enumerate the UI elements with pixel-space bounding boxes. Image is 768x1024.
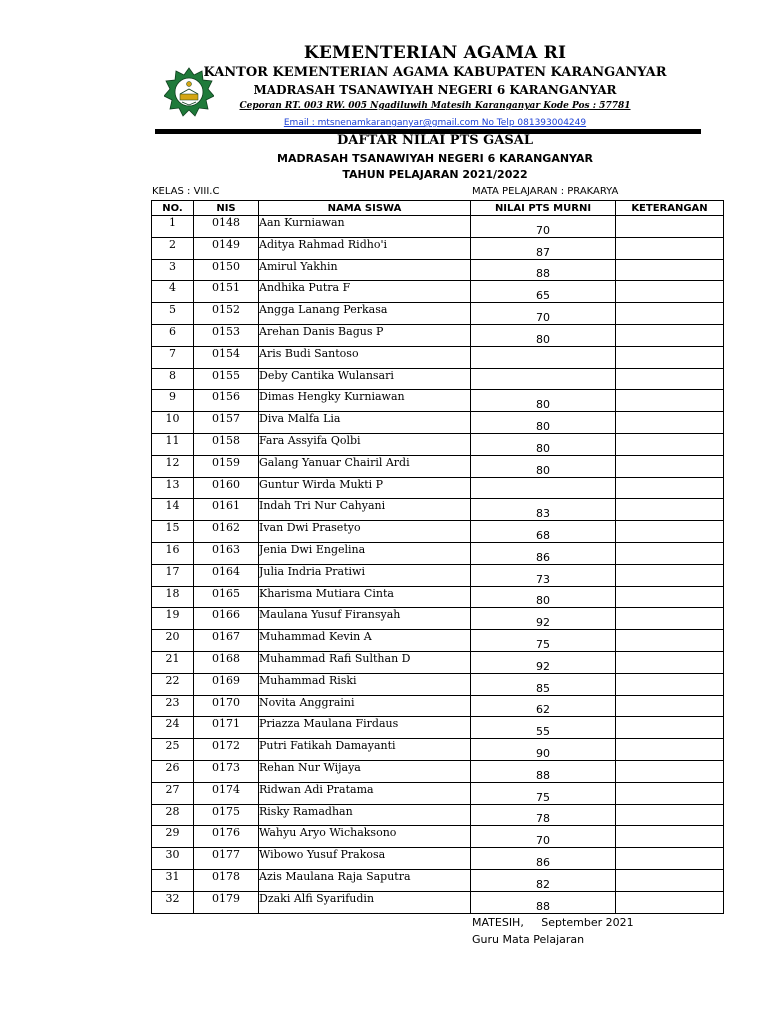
cell-nis: 0163 xyxy=(194,542,259,564)
table-row xyxy=(152,804,724,826)
cell-nis: 0161 xyxy=(194,499,259,521)
table-row xyxy=(152,390,724,412)
cell-nilai: 92 xyxy=(471,651,616,673)
table-row xyxy=(152,782,724,804)
cell-nilai: 88 xyxy=(471,259,616,281)
cell-nis: 0148 xyxy=(194,216,259,238)
cell-no: 9 xyxy=(152,390,194,412)
signature-role: Guru Mata Pelajaran xyxy=(472,933,585,946)
cell-nama: Galang Yanuar Chairil Ardi xyxy=(259,455,471,477)
cell-nama: Novita Anggraini xyxy=(259,695,471,717)
cell-no: 10 xyxy=(152,412,194,434)
cell-no: 21 xyxy=(152,651,194,673)
cell-nis: 0178 xyxy=(194,869,259,891)
cell-nilai: 86 xyxy=(471,848,616,870)
cell-nama: Aris Budi Santoso xyxy=(259,346,471,368)
header-keterangan: KETERANGAN xyxy=(616,201,724,216)
cell-no: 19 xyxy=(152,608,194,630)
cell-nama: Arehan Danis Bagus P xyxy=(259,324,471,346)
cell-nilai: 70 xyxy=(471,216,616,238)
cell-keterangan xyxy=(616,826,724,848)
cell-nilai: 86 xyxy=(471,542,616,564)
cell-nilai: 68 xyxy=(471,521,616,543)
cell-no: 12 xyxy=(152,455,194,477)
cell-nis: 0149 xyxy=(194,237,259,259)
cell-no: 13 xyxy=(152,477,194,499)
cell-no: 5 xyxy=(152,303,194,325)
cell-nama: Muhammad Riski xyxy=(259,673,471,695)
table-row xyxy=(152,259,724,281)
cell-keterangan xyxy=(616,782,724,804)
cell-nis: 0152 xyxy=(194,303,259,325)
cell-nilai: 78 xyxy=(471,804,616,826)
cell-nis: 0158 xyxy=(194,433,259,455)
cell-nilai: 80 xyxy=(471,412,616,434)
cell-no: 8 xyxy=(152,368,194,390)
cell-no: 17 xyxy=(152,564,194,586)
cell-keterangan xyxy=(616,433,724,455)
table-row xyxy=(152,368,724,390)
cell-no: 30 xyxy=(152,848,194,870)
cell-keterangan xyxy=(616,237,724,259)
table-row xyxy=(152,869,724,891)
table-row xyxy=(152,608,724,630)
cell-nis: 0173 xyxy=(194,760,259,782)
cell-nis: 0155 xyxy=(194,368,259,390)
signature-place-date: MATESIH, September 2021 xyxy=(472,916,634,929)
cell-nilai: 82 xyxy=(471,869,616,891)
table-row xyxy=(152,216,724,238)
cell-keterangan xyxy=(616,695,724,717)
cell-keterangan xyxy=(616,848,724,870)
cell-nis: 0175 xyxy=(194,804,259,826)
cell-keterangan xyxy=(616,412,724,434)
cell-nama: Kharisma Mutiara Cinta xyxy=(259,586,471,608)
table-row xyxy=(152,455,724,477)
cell-nis: 0177 xyxy=(194,848,259,870)
cell-nama: Ridwan Adi Pratama xyxy=(259,782,471,804)
cell-nama: Aditya Rahmad Ridho'i xyxy=(259,237,471,259)
cell-nilai: 80 xyxy=(471,433,616,455)
cell-no: 31 xyxy=(152,869,194,891)
header-nilai: NILAI PTS MURNI xyxy=(471,201,616,216)
cell-keterangan xyxy=(616,586,724,608)
cell-keterangan xyxy=(616,717,724,739)
school-contact-link[interactable]: Email : mtsnenamkaranganyar@gmail.com No Telp 081393004249 xyxy=(283,118,587,128)
cell-nama: Dzaki Alfi Syarifudin xyxy=(259,891,471,913)
cell-no: 6 xyxy=(152,324,194,346)
cell-keterangan xyxy=(616,542,724,564)
cell-nilai: 65 xyxy=(471,281,616,303)
document-subtitle: MADRASAH TSANAWIYAH NEGERI 6 KARANGANYAR xyxy=(277,152,593,165)
cell-nis: 0170 xyxy=(194,695,259,717)
cell-keterangan xyxy=(616,390,724,412)
cell-no: 4 xyxy=(152,281,194,303)
cell-keterangan xyxy=(616,281,724,303)
cell-nilai: 88 xyxy=(471,760,616,782)
cell-nilai: 80 xyxy=(471,324,616,346)
cell-nis: 0165 xyxy=(194,586,259,608)
table-row xyxy=(152,499,724,521)
cell-nilai: 80 xyxy=(471,586,616,608)
table-row xyxy=(152,237,724,259)
table-row xyxy=(152,346,724,368)
cell-no: 28 xyxy=(152,804,194,826)
cell-nama: Fara Assyifa Qolbi xyxy=(259,433,471,455)
cell-keterangan xyxy=(616,368,724,390)
cell-nis: 0156 xyxy=(194,390,259,412)
cell-keterangan xyxy=(616,891,724,913)
grades-table xyxy=(151,200,724,914)
cell-nilai xyxy=(471,346,616,368)
cell-no: 23 xyxy=(152,695,194,717)
cell-keterangan xyxy=(616,564,724,586)
cell-nama: Wibowo Yusuf Prakosa xyxy=(259,848,471,870)
table-row xyxy=(152,630,724,652)
cell-nama: Indah Tri Nur Cahyani xyxy=(259,499,471,521)
cell-no: 25 xyxy=(152,739,194,761)
cell-nis: 0159 xyxy=(194,455,259,477)
school-title: MADRASAH TSANAWIYAH NEGERI 6 KARANGANYAR xyxy=(253,83,617,97)
table-row xyxy=(152,760,724,782)
subject-label: MATA PELAJARAN : PRAKARYA xyxy=(472,186,619,197)
cell-nilai: 85 xyxy=(471,673,616,695)
header-nama: NAMA SISWA xyxy=(259,201,471,216)
cell-keterangan xyxy=(616,216,724,238)
cell-no: 11 xyxy=(152,433,194,455)
cell-keterangan xyxy=(616,259,724,281)
cell-keterangan xyxy=(616,521,724,543)
cell-no: 16 xyxy=(152,542,194,564)
cell-nis: 0172 xyxy=(194,739,259,761)
cell-nama: Muhammad Rafi Sulthan D xyxy=(259,651,471,673)
cell-nis: 0164 xyxy=(194,564,259,586)
cell-keterangan xyxy=(616,303,724,325)
cell-nama: Rehan Nur Wijaya xyxy=(259,760,471,782)
table-row xyxy=(152,739,724,761)
table-row xyxy=(152,542,724,564)
school-address: Ceporan RT. 003 RW. 005 Ngadiluwih Matesih Karanganyar Kode Pos : 57781 xyxy=(239,101,631,111)
cell-nama: Jenia Dwi Engelina xyxy=(259,542,471,564)
cell-nama: Amirul Yakhin xyxy=(259,259,471,281)
table-row xyxy=(152,433,724,455)
cell-nis: 0179 xyxy=(194,891,259,913)
cell-nama: Putri Fatikah Damayanti xyxy=(259,739,471,761)
cell-nama: Ivan Dwi Prasetyo xyxy=(259,521,471,543)
cell-nis: 0154 xyxy=(194,346,259,368)
cell-keterangan xyxy=(616,324,724,346)
cell-keterangan xyxy=(616,630,724,652)
cell-nilai: 92 xyxy=(471,608,616,630)
cell-nilai: 75 xyxy=(471,782,616,804)
cell-no: 20 xyxy=(152,630,194,652)
cell-no: 26 xyxy=(152,760,194,782)
cell-nilai: 88 xyxy=(471,891,616,913)
document-title: DAFTAR NILAI PTS GASAL xyxy=(337,133,533,148)
cell-nama: Maulana Yusuf Firansyah xyxy=(259,608,471,630)
office-title: KANTOR KEMENTERIAN AGAMA KABUPATEN KARANGANYAR xyxy=(203,65,667,80)
cell-keterangan xyxy=(616,673,724,695)
table-row xyxy=(152,477,724,499)
table-row xyxy=(152,695,724,717)
cell-no: 2 xyxy=(152,237,194,259)
cell-no: 3 xyxy=(152,259,194,281)
cell-nilai xyxy=(471,477,616,499)
table-row xyxy=(152,848,724,870)
cell-nis: 0168 xyxy=(194,651,259,673)
cell-nama: Diva Malfa Lia xyxy=(259,412,471,434)
cell-keterangan xyxy=(616,346,724,368)
cell-nilai: 70 xyxy=(471,826,616,848)
cell-nis: 0153 xyxy=(194,324,259,346)
table-row xyxy=(152,586,724,608)
table-row xyxy=(152,412,724,434)
cell-nilai: 83 xyxy=(471,499,616,521)
class-label: KELAS : VIII.C xyxy=(152,186,220,197)
cell-nilai: 80 xyxy=(471,455,616,477)
cell-nama: Aan Kurniawan xyxy=(259,216,471,238)
header-nis: NIS xyxy=(194,201,259,216)
cell-nama: Azis Maulana Raja Saputra xyxy=(259,869,471,891)
cell-no: 14 xyxy=(152,499,194,521)
cell-nama: Deby Cantika Wulansari xyxy=(259,368,471,390)
cell-keterangan xyxy=(616,760,724,782)
cell-nama: Muhammad Kevin A xyxy=(259,630,471,652)
cell-nilai: 90 xyxy=(471,739,616,761)
cell-keterangan xyxy=(616,739,724,761)
table-row xyxy=(152,651,724,673)
cell-keterangan xyxy=(616,499,724,521)
cell-nilai: 73 xyxy=(471,564,616,586)
cell-nilai: 87 xyxy=(471,237,616,259)
cell-nis: 0171 xyxy=(194,717,259,739)
table-row xyxy=(152,521,724,543)
ministry-title: KEMENTERIAN AGAMA RI xyxy=(303,43,567,63)
cell-nilai: 75 xyxy=(471,630,616,652)
cell-nis: 0160 xyxy=(194,477,259,499)
cell-nis: 0174 xyxy=(194,782,259,804)
cell-nis: 0162 xyxy=(194,521,259,543)
table-row xyxy=(152,324,724,346)
cell-no: 27 xyxy=(152,782,194,804)
cell-nis: 0157 xyxy=(194,412,259,434)
cell-nilai: 70 xyxy=(471,303,616,325)
cell-no: 15 xyxy=(152,521,194,543)
cell-nis: 0169 xyxy=(194,673,259,695)
cell-nama: Angga Lanang Perkasa xyxy=(259,303,471,325)
cell-nilai: 55 xyxy=(471,717,616,739)
cell-nilai xyxy=(471,368,616,390)
cell-nama: Priazza Maulana Firdaus xyxy=(259,717,471,739)
cell-nis: 0167 xyxy=(194,630,259,652)
cell-nilai: 80 xyxy=(471,390,616,412)
cell-no: 7 xyxy=(152,346,194,368)
cell-nilai: 62 xyxy=(471,695,616,717)
cell-keterangan xyxy=(616,608,724,630)
cell-keterangan xyxy=(616,455,724,477)
table-body xyxy=(152,216,724,914)
header-no: NO. xyxy=(152,201,194,216)
cell-no: 22 xyxy=(152,673,194,695)
cell-keterangan xyxy=(616,869,724,891)
cell-no: 18 xyxy=(152,586,194,608)
table-row xyxy=(152,281,724,303)
table-row xyxy=(152,673,724,695)
table-row xyxy=(152,891,724,913)
cell-nama: Guntur Wirda Mukti P xyxy=(259,477,471,499)
cell-keterangan xyxy=(616,651,724,673)
table-header-row xyxy=(152,201,724,216)
cell-nama: Andhika Putra F xyxy=(259,281,471,303)
cell-nama: Risky Ramadhan xyxy=(259,804,471,826)
table-row xyxy=(152,717,724,739)
academic-year: TAHUN PELAJARAN 2021/2022 xyxy=(342,168,528,181)
cell-nama: Julia Indria Pratiwi xyxy=(259,564,471,586)
table-row xyxy=(152,826,724,848)
cell-nama: Wahyu Aryo Wichaksono xyxy=(259,826,471,848)
cell-nis: 0176 xyxy=(194,826,259,848)
cell-no: 24 xyxy=(152,717,194,739)
cell-nis: 0151 xyxy=(194,281,259,303)
cell-no: 32 xyxy=(152,891,194,913)
cell-nama: Dimas Hengky Kurniawan xyxy=(259,390,471,412)
cell-nis: 0166 xyxy=(194,608,259,630)
cell-no: 29 xyxy=(152,826,194,848)
table-row xyxy=(152,564,724,586)
cell-keterangan xyxy=(616,804,724,826)
cell-no: 1 xyxy=(152,216,194,238)
cell-nis: 0150 xyxy=(194,259,259,281)
table-row xyxy=(152,303,724,325)
cell-keterangan xyxy=(616,477,724,499)
